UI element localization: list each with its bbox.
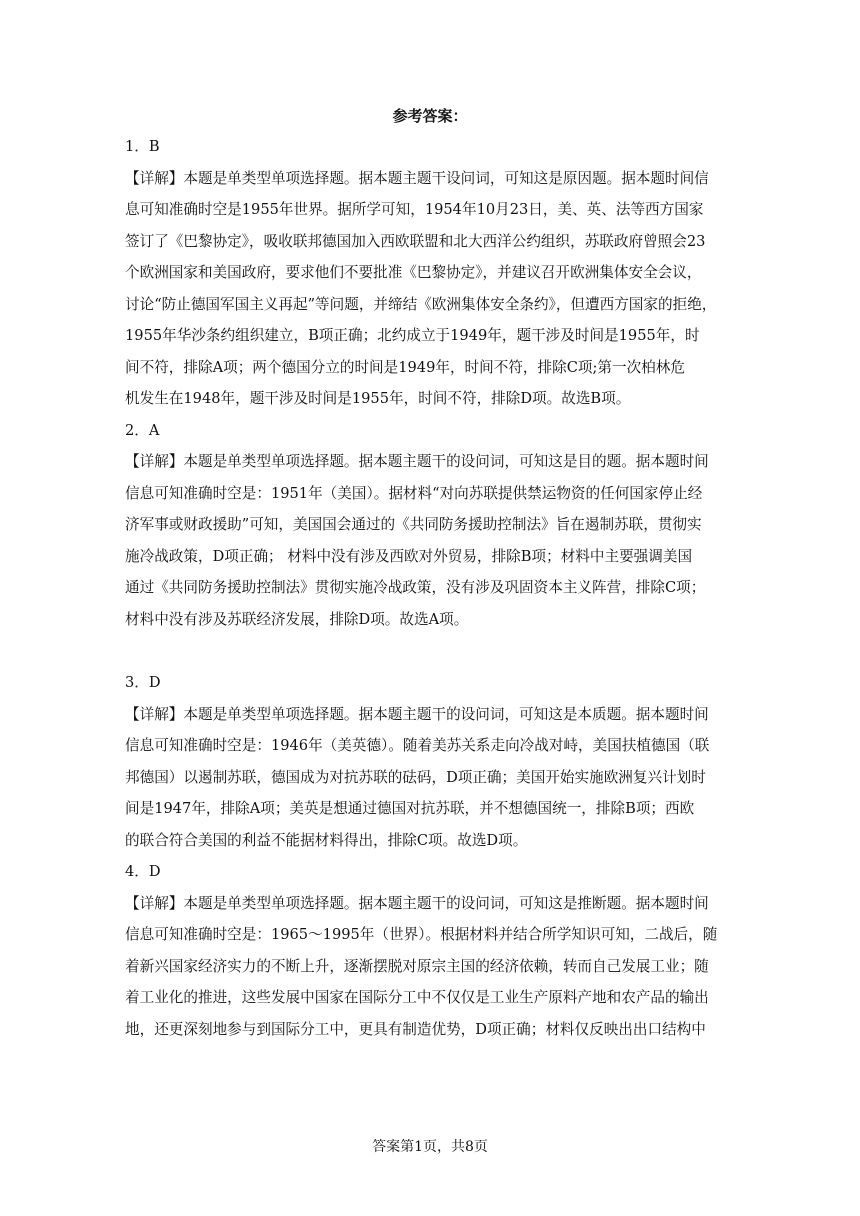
text-line: 通过《共同防务援助控制法》贯彻实施冷战政策，没有涉及巩固资本主义阵营，排除C项； xyxy=(125,579,706,596)
text-line: 签订了《巴黎协定》，吸收联邦德国加入西欧联盟和北大西洋公约组织，苏联政府曾照会23 xyxy=(125,232,706,250)
question-number: 2．A xyxy=(125,421,160,439)
text-line: 间是1947年，排除A项；美英是想通过德国对抗苏联，并不想德国统一，排除B项；西欧 xyxy=(125,800,695,817)
text-line: 济军事或财政援助”可知，美国国会通过的《共同防务援助控制法》旨在遏制苏联，贯彻实 xyxy=(125,516,702,533)
text-line: 信息可知准确时空是：1951年（美国）。据材料“对向苏联提供禁运物资的任何国家停止经 xyxy=(125,484,703,502)
text-line: 【详解】本题是单类型单项选择题。据本题主题干设问词，可知这是原因题。据本题时间信 xyxy=(125,169,709,187)
text-line: 【详解】本题是单类型单项选择题。据本题主题干的设问词，可知这是本质题。据本题时间 xyxy=(125,705,709,723)
answer-item-2 xyxy=(125,415,741,636)
text-line: 信息可知准确时空是：1965～1995年（世界）。根据材料并结合所学知识可知，二战后，随 xyxy=(125,926,718,943)
text-line: 材料中没有涉及苏联经济发展，排除D项。故选A项。 xyxy=(125,610,469,628)
page-footer: 答案第1页，共8页 xyxy=(372,1139,488,1155)
text-line: 间不符，排除A项；两个德国分立的时间是1949年，时间不符，排除C项;第一次柏林危 xyxy=(125,358,685,376)
text-line: 息可知准确时空是1955年世界。据所学可知，1954年10月23日，美、英、法等西方国家 xyxy=(125,201,704,218)
question-number: 3．D xyxy=(125,674,161,691)
text-line: 个欧洲国家和美国政府，要求他们不要批准《巴黎协定》，并建议召开欧洲集体安全会议， xyxy=(125,264,702,281)
text-line: 信息可知准确时空是：1946年（美英德）。随着美苏关系走向冷战对峙，美国扶植德国（联 xyxy=(125,737,710,754)
explanation-text xyxy=(125,163,741,415)
explanation-text xyxy=(125,446,741,635)
text-line: 【详解】本题是单类型单项选择题。据本题主题干的设问词，可知这是推断题。据本题时间 xyxy=(125,894,709,912)
text-line: 邦德国）以遏制苏联，德国成为对抗苏联的砝码，D项正确；美国开始实施欧洲复兴计划时 xyxy=(125,768,706,786)
explanation-text xyxy=(125,888,741,1046)
text-line: 地，还更深刻地参与到国际分工中，更具有制造优势，D项正确；材料仅反映出出口结构中 xyxy=(125,1020,706,1038)
answer-item-4 xyxy=(125,856,741,1045)
spacer xyxy=(125,635,741,667)
text-line: 施冷战政策，D项正确； 材料中没有涉及西欧对外贸易，排除B项；材料中主要强调美国 xyxy=(125,547,693,565)
text-line: 1955年华沙条约组织建立，B项正确；北约成立于1949年，题干涉及时间是1955年，时 xyxy=(125,327,700,344)
text-line: 着工业化的推进，这些发展中国家在国际分工中不仅仅是工业生产原料产地和农产品的输出 xyxy=(125,989,709,1006)
answer-item-1 xyxy=(125,131,741,415)
question-number: 1．B xyxy=(125,138,160,155)
text-line: 讨论“防止德国军国主义再起”等问题，并缔结《欧洲集体安全条约》，但遭西方国家的拒绝， xyxy=(125,295,717,313)
text-line: 【详解】本题是单类型单项选择题。据本题主题干的设问词，可知这是目的题。据本题时间 xyxy=(125,453,709,470)
text-line: 机发生在1948年，题干涉及时间是1955年，时间不符，排除D项。故选B项。 xyxy=(125,390,631,407)
text-line: 的联合符合美国的利益不能据材料得出，排除C项。故选D项。 xyxy=(125,831,528,849)
answer-item-3 xyxy=(125,667,741,856)
text-line: 着新兴国家经济实力的不断上升，逐渐摆脱对原宗主国的经济依赖，转而自己发展工业；随 xyxy=(125,957,709,975)
page-title: 参考答案： xyxy=(392,107,468,125)
explanation-text xyxy=(125,699,741,857)
answer-content xyxy=(125,131,741,1045)
question-number: 4．D xyxy=(125,863,161,880)
